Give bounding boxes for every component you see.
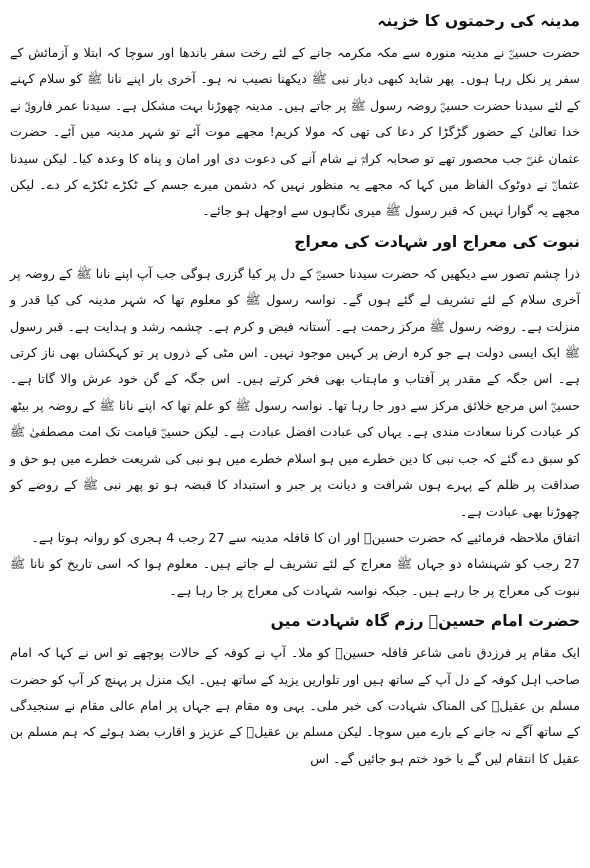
- section-heading-razmgah: حضرت امام حسینؓ رزم گاہ شہادت میں: [270, 612, 580, 631]
- paragraph-meraj-1: ذرا چشم تصور سے دیکھیں کہ حضرت سیدنا حسینؓ کے دل پر کیا گزری ہوگی جب آپ اپنے نانا ﷺ کے روضہ پر آخری سلام کے لئے تشریف لے گئے ہوں گے۔ نواسہ رسول ﷺ کو معلوم تھا کہ شہر مدینہ کی کیا قدر و منزلت ہے۔ روضہ رسول ﷺ مرکز رحمت ہے۔ آستانہ فیض و کرم ہے۔ چشمہ رشد و ہدایت ہے۔ قبر رسول ﷺ ایک ایسی دولت ہے جو کرہ ارض پر کہیں موجود نہیں۔ اس مٹی کے ذروں پر تو کہکشاں بھی ناز کرتی ہے۔ اس جگہ کے مقدر پر آفتاب و ماہتاب بھی فخر کرتے ہیں۔ اس جگہ کے گن خود عرش والا گاتا ہے۔ حسینؓ اس مرجع خلائق مرکز سے دور جا رہا تھا۔ نواسہ رسول ﷺ کو علم تھا کہ اپنے نانا ﷺ کے روضہ پر بیٹھ کر عبادت کرنا سعادت مندی ہے۔ یہاں کی عبادت افضل عبادت ہے۔ لیکن حسینؓ قیامت تک امت مصطفیٰ ﷺ کو سبق دے گئے کہ جب نبی کا دین خطرے میں ہو اسلام خطرے میں ہو نبی کی شریعت خطرے میں ہو حق و صداقت پر ظلم کے پہرے ہوں شرافت و دیانت پر جبر و استبداد کا قبضہ ہو تو پھر نبی ﷺ کے روضے کو چھوڑنا بھی عبادت ہے۔: [10, 265, 580, 519]
- paragraph-ittefaq-2: 27 رجب کو شہنشاہ دو جہاں ﷺ معراج کے لئے تشریف لے جاتے ہیں۔ معلوم ہوا کہ اسی تاریخ کو نانا ﷺ نبوت کی معراج پر جا رہے ہیں۔ جبکہ نواسہ شہادت کی معراج پر جا رہا ہے۔: [10, 556, 580, 598]
- section-heading-madina: مدینہ کی رحمتوں کا خزینہ: [377, 12, 580, 30]
- paragraph-madina-1: حضرت حسینؓ نے مدینہ منورہ سے مکہ مکرمہ جانے کے لئے رخت سفر باندھا اور سوچا کہ ابتلا و آزمائش کے سفر پر نکل رہا ہوں۔ پھر شاید کبھی دیار نبی ﷺ دیکھنا نصیب نہ ہو۔ آخری بار اپنے نانا ﷺ کو سلام کہنے کے لئے سیدنا حضرت حسینؓ روضہ رسول ﷺ پر جاتے ہیں۔ مدینہ چھوڑنا بہت مشکل ہے۔ سیدنا عمر فاروقؓ نے خدا تعالیٰ کے حضور گڑگڑا کر دعا کی تھی کہ مولا کریم! مجھے موت آئے تو شہر مدینہ میں آئے۔ حضرت عثمان غنیؓ جب محصور تھے تو صحابہ کرامؓ نے شام آنے کی دعوت دی اور امان و پناہ کا وعدہ کیا۔ لیکن سیدنا عثمانؓ نے دوٹوک الفاظ میں کہا کہ مجھے یہ منظور نہیں کہ دشمن میرے جسم کے ٹکڑے ٹکڑے کر دے۔ لیکن مجھے یہ گوارا نہیں کہ قبر رسول ﷺ میری نگاہوں سے اوجھل ہو جائے۔: [10, 45, 580, 219]
- paragraph-razmgah-1: ایک مقام پر فرزدق نامی شاعر قافلہ حسینؓ کو ملا۔ آپ نے کوفہ کے حالات پوچھے تو اس نے کہا کہ امام صاحب اہل کوفہ کے دل آپ کے ساتھ ہیں اور تلواریں یزید کے ساتھ ہیں۔ ایک منزل پر پہنچ کر آپ کو حضرت مسلم بن عقیلؓ کی المناک شہادت کی خبر ملی۔ یہی وہ مقام ہے جہاں پر امام عالی مقام نے سنجیدگی کے ساتھ آگے نہ جانے کے بارے میں سوچا۔ لیکن مسلم بن عقیلؓ کے عزیز و اقارب بضد ہوئے کہ ہم مسلم بن عقیل کا انتقام لیں گے یا خود ختم ہو جائیں گے۔ اس: [10, 645, 580, 766]
- section-heading-meraj: نبوت کی معراج اور شہادت کی معراج: [294, 232, 580, 251]
- paragraph-ittefaq-1: اتفاق ملاحظہ فرمائیے کہ حضرت حسینؓ اور ان کا قافلہ مدینہ سے 27 رجب 4 ہجری کو روانہ ہوتا ہے۔: [31, 529, 580, 545]
